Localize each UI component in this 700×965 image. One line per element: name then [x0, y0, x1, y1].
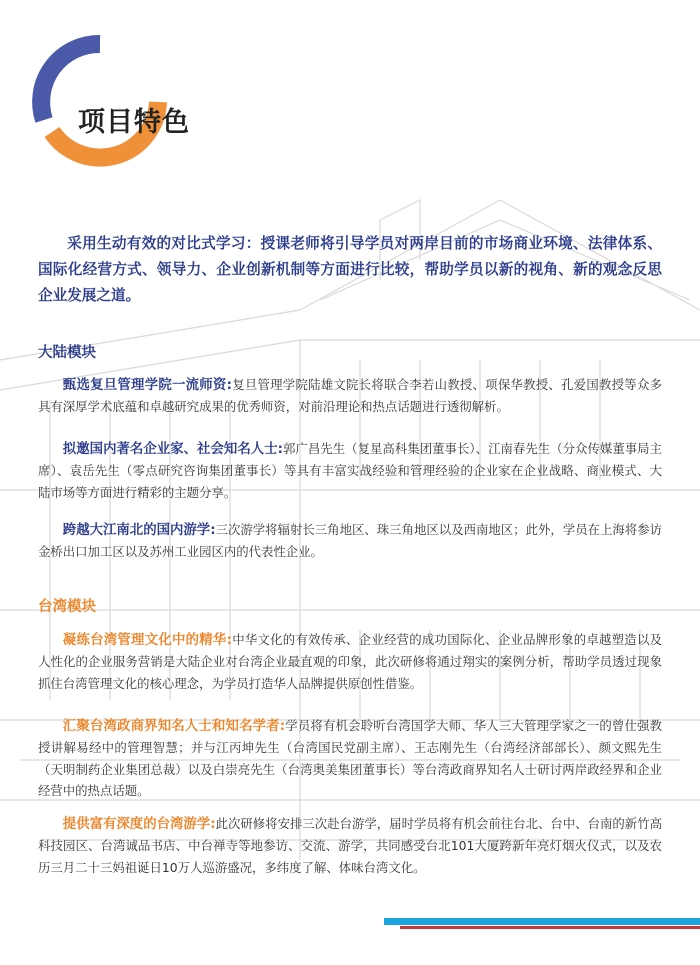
item-lead: 汇聚台湾政商界知名人士和知名学者: — [62, 719, 286, 734]
section-title-taiwan: 台湾模块 — [38, 599, 96, 615]
item-lead: 拟邀国内著名企业家、社会知名人士: — [62, 442, 283, 457]
item-lead: 甄选复旦管理学院一流师资: — [62, 378, 232, 393]
mainland-item — [38, 438, 662, 503]
page-title: 项目特色 — [78, 107, 190, 138]
intro-paragraph: 采用生动有效的对比式学习：授课老师将引导学员对两岸目前的市场商业环境、法律体系、国际化经营方式、领导力、企业创新机制等方面进行比较，帮助学员以新的视角、新的观念反思企业发展之道。 — [38, 235, 662, 304]
taiwan-item — [38, 813, 662, 878]
item-body: 三次游学将辐射长三角地区、珠三角地区以及西南地区；此外，学员在上海将参访金桥出口加工区以及苏州工业园区内的代表性企业。 — [38, 522, 662, 560]
item-body: 学员将有机会聆听台湾国学大师、华人三大管理学家之一的曾仕强教授讲解易经中的管理智慧；并与江丙坤先生（台湾国民党副主席）、王志刚先生（台湾经济部部长）、颜文熙先生（天明制药企业集团总裁）以及白崇亮先生（台湾奥美集团董事长）等台湾政商界知名人士研讨两岸政经界和企业经营中的热点话题。 — [38, 718, 662, 799]
section-title-mainland: 大陆模块 — [38, 345, 96, 361]
item-body: 郭广昌先生（复星高科集团董事长）、江南春先生（分众传媒董事局主席）、袁岳先生（零点研究咨询集团董事长）等具有丰富实战经验和管理经验的企业家在企业战略、商业模式、大陆市场等方面进行精彩的主题分享。 — [38, 441, 662, 500]
item-body: 此次研修将安排三次赴台游学，届时学员将有机会前往台北、台中、台南的新竹高科技园区、台湾诚品书店、中台禅寺等地参访、交流、游学，共同感受台北101大厦跨新年亮灯烟火仪式，以及农历三月二十三妈祖诞日10万人巡游盛况，多纬度了解、体味台湾文化。 — [38, 816, 662, 875]
item-body: 中华文化的有效传承、企业经营的成功国际化、企业品牌形象的卓越塑造以及人性化的企业服务营销是大陆企业对台湾企业最直观的印象，此次研修将通过翔实的案例分析，帮助学员透过现象抓住台湾管理文化的核心理念，为学员打造华人品牌提供原创性借鉴。 — [38, 632, 662, 691]
item-lead: 跨越大江南北的国内游学: — [62, 523, 216, 538]
item-lead: 凝练台湾管理文化中的精华: — [62, 633, 232, 648]
mainland-item — [38, 374, 662, 418]
item-lead: 提供富有深度的台湾游学: — [62, 817, 216, 832]
taiwan-item — [38, 715, 662, 802]
mainland-item — [38, 519, 662, 563]
item-body: 复旦管理学院陆雄文院长将联合李若山教授、项保华教授、孔爱国教授等众多具有深厚学术底蕴和卓越研究成果的优秀师资，对前沿理论和热点话题进行透彻解析。 — [38, 377, 662, 415]
footer-stripe-blue — [384, 918, 700, 925]
footer-stripe-red — [400, 926, 700, 929]
taiwan-item — [38, 629, 662, 694]
